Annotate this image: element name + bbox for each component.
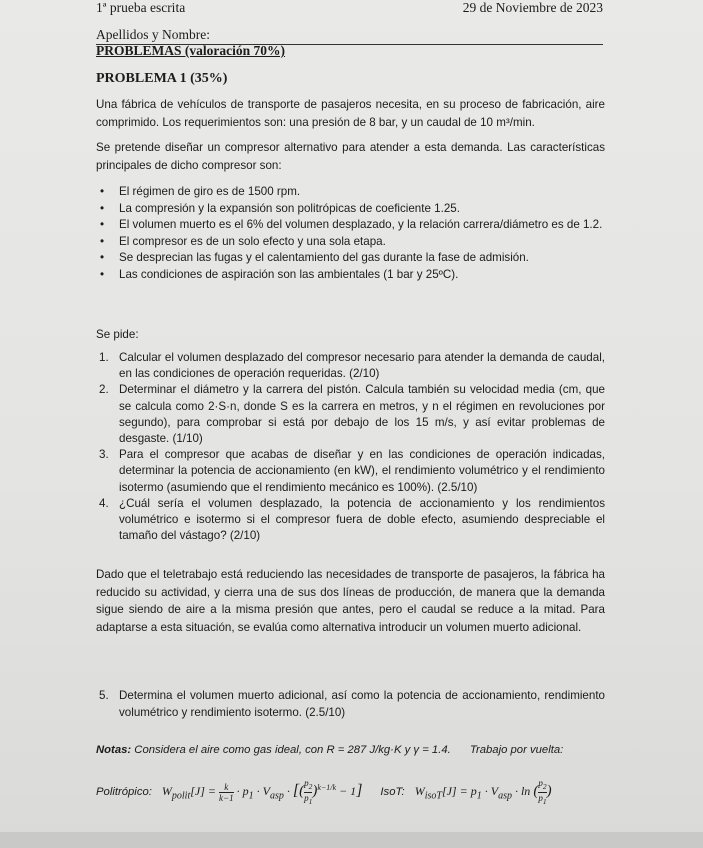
page-bottom-edge — [0, 832, 703, 848]
polytropic-formula: $W_{polit}[J]$ = $\frac{k}{k-1}$ · $p_1 \cdot V_{asp}$ · [( $\frac{p_2}{p_1}$ )$^{k-1/k}$ − 1] — [161, 778, 363, 806]
scenario-paragraph: Dado que el teletrabajo está reduciendo las necesidades de transporte de pasajeros, la fábrica ha reducido su actividad, y cierra una de sus dos líneas de producción, de manera que la demanda sigue siendo de aire a la misma presión que antes, pero el caudal se reduce a la mitad. Para adaptarse a esta situación, se evalúa como alternativa introducir un volumen muerto adicional. — [96, 568, 605, 634]
task-text: Determinar el diámetro y la carrera del pistón. Calcula también su velocidad media (cm, que se calcula como 2·S·n, donde S es la carrera en metros, y n el régimen en revoluciones por segundo), para comprobar si está por debajo de los 15 m/s, y así evitar problemas de desgaste. (1/10) — [119, 383, 605, 446]
task-number: 4. — [99, 496, 109, 510]
task-number: 2. — [99, 383, 109, 397]
exam-label: 1ª prueba escrita — [96, 0, 186, 15]
notes-label: Notas: — [96, 744, 132, 756]
task-number: 3. — [99, 448, 109, 462]
notes-text: Considera el aire como gas ideal, con R = 287 J/kg·K y γ = 1.4. — [134, 744, 451, 756]
per-cycle-label: Trabajo por vuelta: — [469, 744, 564, 756]
exam-date: 29 de Noviembre de 2023 — [462, 0, 603, 15]
task-text: Calcular el volumen desplazado del compresor necesario para atender la demanda de caudal, en las condiciones de operación requeridas. (2/10) — [119, 351, 605, 381]
problem-intro-1: Una fábrica de vehículos de transporte de pasajeros necesita, en su proceso de fabricación, aire comprimido. Los requerimientos son: una presión de 8 bar, y un caudal de 10 m³/min. — [96, 98, 605, 129]
list-item: • El volumen muerto es el 6% del volumen desplazado, y la relación carrera/diámetro es de 1.2. — [96, 217, 605, 234]
task-text: ¿Cuál sería el volumen desplazado, la potencia de accionamiento y los rendimientos volumétrico e isotermo si el compresor fuera de doble efecto, asumiendo despreciable el tamaño del vástago? (2/10) — [119, 496, 605, 543]
polytropic-label: Politrópico: — [96, 786, 152, 799]
notes — [96, 744, 605, 756]
se-pide-label: Se pide: — [96, 328, 139, 341]
task-number: 1. — [99, 351, 109, 364]
exam-header — [96, 0, 603, 16]
list-item: • Las condiciones de aspiración son las ambientales (1 bar y 25ºC). — [96, 267, 605, 284]
task-item — [96, 350, 605, 382]
formulas — [96, 778, 643, 807]
isot-formula: $W_{isoT}[J] = p_1 \cdot V_{asp} \cdot \ln$ ( $\frac{p_2}{p_1}$ ) — [414, 778, 552, 806]
compressor-characteristics-list — [96, 184, 605, 283]
task-item — [96, 496, 605, 545]
task-text: Determina el volumen muerto adicional, así como la potencia de accionamiento, rendimiento volumétrico y rendimiento isotermo. (2.5/10) — [119, 689, 605, 719]
task-item — [96, 447, 605, 496]
problem-title: PROBLEMA 1 (35%) — [96, 71, 228, 86]
task-number: 5. — [99, 689, 109, 702]
task-item — [96, 382, 605, 447]
name-label: Apellidos y Nombre: — [96, 27, 210, 42]
list-item: • El compresor es de un solo efecto y una sola etapa. — [96, 234, 605, 251]
problem-intro-2: Se pretende diseñar un compresor alternativo para atender a esta demanda. Las características principales de dicho compresor son: — [96, 141, 605, 172]
list-item: • El régimen de giro es de 1500 rpm. — [96, 184, 605, 201]
isot-label: IsoT: — [380, 786, 405, 799]
section-title: PROBLEMAS (valoración 70%) — [96, 43, 285, 58]
task-item-5 — [96, 688, 605, 721]
task-text: Para el compresor que acabas de diseñar y en las condiciones de operación indicadas, determinar la potencia de accionamiento (en kW), el rendimiento volumétrico y el rendimiento isotermo (asumiendo que el rendimiento mecánico es 100%). (2.5/10) — [119, 448, 605, 494]
list-item: • La compresión y la expansión son politrópicas de coeficiente 1.25. — [96, 201, 605, 218]
tasks-list — [96, 350, 605, 544]
list-item: • Se desprecian las fugas y el calentamiento del gas durante la fase de admisión. — [96, 250, 605, 267]
